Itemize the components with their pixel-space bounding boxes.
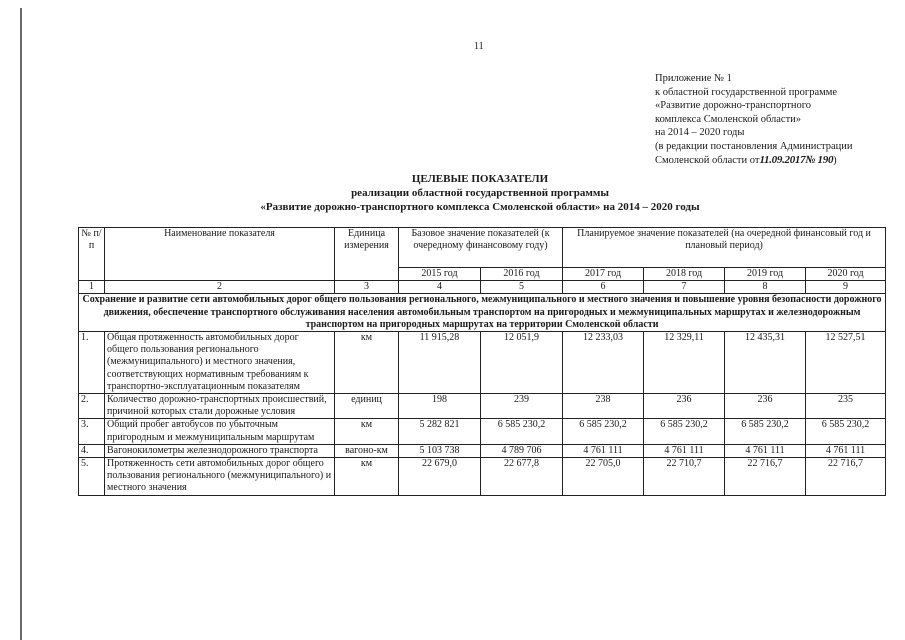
table-row [79,332,886,394]
row-value: 6 585 230,2 [481,419,563,444]
row-value: 22 710,7 [644,458,725,496]
row-value: 22 679,0 [399,458,481,496]
row-value: 22 705,0 [563,458,644,496]
header-year: 2015 год [399,268,481,281]
row-value: 238 [563,394,644,419]
row-value: 12 051,9 [481,332,563,394]
row-unit: км [335,458,399,496]
header-num: № п/п [79,228,105,281]
column-number: 1 [79,281,105,294]
header-year: 2016 год [481,268,563,281]
header-year: 2017 год [563,268,644,281]
indicators-table [78,227,886,496]
column-number: 8 [725,281,806,294]
appendix-line-last [655,154,895,168]
row-number: 1. [79,332,105,394]
header-row [79,228,886,268]
appendix-line: «Развитие дорожно-транспортного [655,100,812,112]
row-unit: единиц [335,394,399,419]
column-number: 6 [563,281,644,294]
row-value: 5 282 821 [399,419,481,444]
column-number: 9 [806,281,886,294]
column-number: 3 [335,281,399,294]
column-number: 4 [399,281,481,294]
appendix-block [655,72,895,167]
table-row [79,444,886,457]
row-value: 12 233,03 [563,332,644,394]
row-number: 2. [79,394,105,419]
title-line-3: «Развитие дорожно-транспортного комплекса Смоленской области» на 2014 – 2020 годы [260,201,700,213]
row-value: 5 103 738 [399,444,481,457]
header-year: 2018 год [644,268,725,281]
row-value: 236 [725,394,806,419]
table-row [79,458,886,496]
row-value: 4 761 111 [644,444,725,457]
appendix-line: комплекса Смоленской области» [655,113,802,125]
table-row [79,419,886,444]
appendix-line: Приложение № 1 [655,73,732,84]
header-name: Наименование показателя [105,228,335,281]
row-number: 3. [79,419,105,444]
row-value: 22 716,7 [725,458,806,496]
row-value: 198 [399,394,481,419]
row-value: 4 761 111 [725,444,806,457]
row-value: 6 585 230,2 [806,419,886,444]
row-value: 12 435,31 [725,332,806,394]
row-value: 12 527,51 [806,332,886,394]
section-row [79,294,886,332]
row-value: 239 [481,394,563,419]
appendix-line: (в редакции постановления Администрации [655,140,853,152]
row-number: 5. [79,458,105,496]
row-unit: км [335,419,399,444]
handwritten-date: 11.09.2017 [759,153,806,166]
row-value: 22 677,8 [481,458,563,496]
row-value: 4 761 111 [806,444,886,457]
title-line-1: ЦЕЛЕВЫЕ ПОКАЗАТЕЛИ [411,173,549,185]
row-unit: вагоно-км [335,444,399,457]
page-left-edge [20,8,22,640]
appendix-last-suffix: ) [833,154,837,166]
appendix-line: к областной государственной программе [655,86,838,98]
appendix-last-prefix: Смоленской области от [655,154,760,166]
row-value: 4 789 706 [481,444,563,457]
column-number: 7 [644,281,725,294]
header-year: 2020 год [806,268,886,281]
document-title [230,172,730,214]
column-numbers-row [79,281,886,294]
appendix-line: на 2014 – 2020 годы [655,127,745,139]
column-number: 2 [105,281,335,294]
row-value: 236 [644,394,725,419]
row-value: 6 585 230,2 [563,419,644,444]
row-value: 12 329,11 [644,332,725,394]
header-year: 2019 год [725,268,806,281]
row-value: 235 [806,394,886,419]
row-value: 6 585 230,2 [725,419,806,444]
handwritten-number: № 190 [805,153,834,166]
column-number: 5 [481,281,563,294]
header-planned: Планируемое значение показателей (на очередной финансовый год и плановый период) [563,228,886,268]
row-name: Вагонокилометры железнодорожного транспорта [105,444,335,457]
row-value: 6 585 230,2 [644,419,725,444]
row-unit: км [335,332,399,394]
row-value: 11 915,28 [399,332,481,394]
row-name: Протяженность сети автомобильных дорог общего пользования регионального (межмуниципального) и местного значения [105,458,335,496]
header-base: Базовое значение показателей (к очередному финансовому году) [399,228,563,268]
row-number: 4. [79,444,105,457]
header-unit: Единица измерения [335,228,399,281]
row-name: Количество дорожно-транспортных происшествий, причиной которых стали дорожные условия [105,394,335,419]
row-name: Общая протяженность автомобильных дорог общего пользования регионального (межмуниципального) и местного значения, соответствующих нормативным требованиям к транспортно-эксплуатационным показателям [105,332,335,394]
title-line-2: реализации областной государственной программы [351,187,609,199]
section-title: Сохранение и развитие сети автомобильных дорог общего пользования регионального, межмуниципального и местного значения и повышение уровня безопасности дорожного движения, обеспечение транспортного обслуживания населения автомобильным транспортом на пригородных и межмуниципальных маршрутах и железнодорожным транспортом на пригородных маршрутах на территории Смоленской области [79,294,886,332]
row-value: 22 716,7 [806,458,886,496]
page-number: 11 [474,41,484,52]
row-value: 4 761 111 [563,444,644,457]
row-name: Общий пробег автобусов по убыточным пригородным и межмуниципальным маршрутам [105,419,335,444]
table-row [79,394,886,419]
